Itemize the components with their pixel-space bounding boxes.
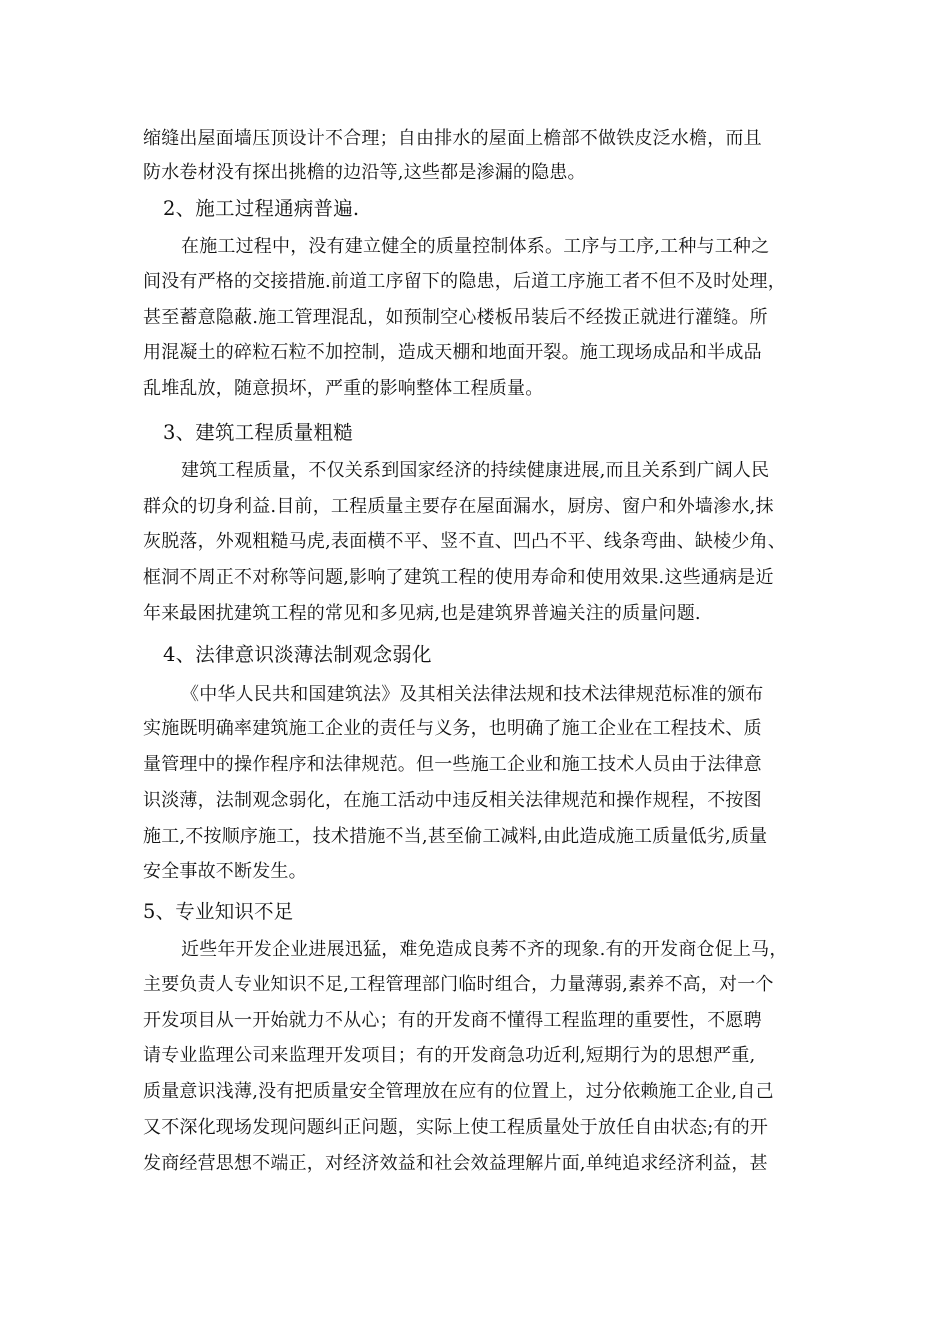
paragraph-line: 群众的切身利益.目前，工程质量主要存在屋面漏水，厨房、窗户和外墙渗水,抹: [143, 496, 774, 517]
section-heading-2: 2、施工过程通病普遍.: [163, 197, 360, 220]
paragraph-line: 年来最困扰建筑工程的常见和多见病,也是建筑界普遍关注的质量问题.: [143, 603, 701, 624]
paragraph-line: 用混凝土的碎粒石粒不加控制，造成天棚和地面开裂。施工现场成品和半成品: [143, 342, 762, 363]
paragraph-line: 《中华人民共和国建筑法》及其相关法律法规和技术法律规范标准的颁布: [181, 684, 764, 705]
paragraph-line: 甚至蓄意隐蔽.施工管理混乱，如预制空心楼板吊装后不经拨正就进行灌缝。所: [143, 307, 768, 328]
paragraph-line: 防水卷材没有探出挑檐的边沿等,这些都是渗漏的隐患。: [143, 162, 586, 183]
paragraph-line: 近些年开发企业进展迅猛，难免造成良莠不齐的现象.有的开发商仓促上马，: [181, 939, 788, 960]
paragraph-line: 建筑工程质量，不仅关系到国家经济的持续健康进展,而且关系到广阔人民: [181, 460, 770, 481]
paragraph-line: 框洞不周正不对称等问题,影响了建筑工程的使用寿命和使用效果.这些通病是近: [143, 567, 774, 588]
paragraph-line: 在施工过程中，没有建立健全的质量控制体系。工序与工序,工种与工种之: [181, 236, 770, 257]
section-heading-4: 4、法律意识淡薄法制观念弱化: [163, 643, 432, 666]
paragraph-line: 缩缝出屋面墙压顶设计不合理；自由排水的屋面上檐部不做铁皮泛水檐，而且: [143, 128, 762, 149]
paragraph-line: 请专业监理公司来监理开发项目；有的开发商急功近利,短期行为的思想严重,: [143, 1045, 756, 1066]
paragraph-line: 安全事故不断发生。: [143, 861, 307, 882]
paragraph-line: 间没有严格的交接措施.前道工序留下的隐患，后道工序施工者不但不及时处理，: [143, 271, 786, 292]
paragraph-line: 主要负责人专业知识不足,工程管理部门临时组合，力量薄弱,素养不高，对一个: [143, 974, 774, 995]
paragraph-line: 灰脱落，外观粗糙马虎,表面横不平、竖不直、凹凸不平、线条弯曲、缺棱少角、: [143, 531, 786, 552]
paragraph-line: 识淡薄，法制观念弱化，在施工活动中违反相关法律规范和操作规程，不按图: [143, 790, 762, 811]
paragraph-line: 施工,不按顺序施工，技术措施不当,甚至偷工减料,由此造成施工质量低劣,质量: [143, 826, 768, 847]
paragraph-line: 开发项目从一开始就力不从心；有的开发商不懂得工程监理的重要性，不愿聘: [143, 1010, 762, 1031]
paragraph-line: 乱堆乱放，随意损坏，严重的影响整体工程质量。: [143, 378, 544, 399]
paragraph-line: 又不深化现场发现问题纠正问题，实际上使工程质量处于放任自由状态;有的开: [143, 1117, 769, 1138]
section-heading-5: 5、专业知识不足: [143, 900, 294, 923]
paragraph-line: 质量意识浅薄,没有把质量安全管理放在应有的位置上，过分依赖施工企业,自己: [143, 1081, 774, 1102]
paragraph-line: 发商经营思想不端正，对经济效益和社会效益理解片面,单纯追求经济利益，甚: [143, 1153, 768, 1174]
section-heading-3: 3、建筑工程质量粗糙: [163, 421, 353, 444]
paragraph-line: 量管理中的操作程序和法律规范。但一些施工企业和施工技术人员由于法律意: [143, 754, 762, 775]
paragraph-line: 实施既明确率建筑施工企业的责任与义务，也明确了施工企业在工程技术、质: [143, 718, 762, 739]
